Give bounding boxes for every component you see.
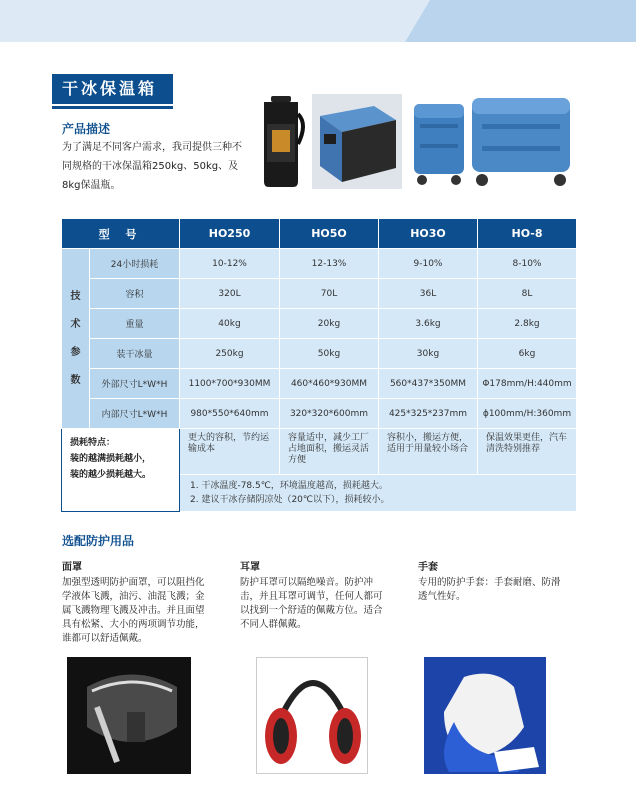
model-header: 型 号	[62, 219, 180, 249]
model-col-4: HO-8	[478, 219, 577, 249]
table-cell: 50kg	[280, 339, 379, 369]
note-line: 2. 建议干冰存储阴凉处（20℃以下），损耗较小。	[190, 495, 390, 505]
table-cell: 6kg	[478, 339, 577, 369]
earmuffs-photo	[256, 657, 368, 774]
feature-cell: 更大的容积，节约运输成本	[180, 429, 280, 475]
model-col-2: HO5O	[280, 219, 379, 249]
loss-note-title: 损耗特点：	[70, 438, 116, 448]
model-col-3: HO3O	[379, 219, 478, 249]
gear-item-text: 加强型透明防护面罩，可以阻挡化学液体飞溅，油污、油混飞溅；金属飞溅物理飞溅及冲击。并且面望具有松紧、大小的两项调节功能，谁都可以舒适佩戴。	[62, 577, 205, 644]
loss-note-line: 装的越少损耗越大。	[70, 470, 152, 480]
gear-section-title: 选配防护用品	[62, 534, 135, 548]
model-col-1: HO250	[180, 219, 280, 249]
table-cell: 3.6kg	[379, 309, 478, 339]
features-row	[62, 429, 577, 475]
table-row	[62, 309, 577, 339]
row-label: 容积	[90, 279, 180, 309]
gear-item-text: 专用的防护手套：手套耐磨、防滑透气性好。	[418, 577, 561, 602]
table-cell: 320*320*600mm	[280, 399, 379, 429]
feature-cell: 容积小，搬运方便，适用于用量较小场合	[379, 429, 478, 475]
section-title-banner	[52, 74, 173, 104]
section-title: 干冰保温箱	[62, 79, 158, 98]
table-cell: 30kg	[379, 339, 478, 369]
description-text: 为了满足不同客户需求，我司提供三种不同规格的干冰保温箱250kg、50kg、及8kg保温瓶。	[62, 142, 242, 191]
table-cell: 320L	[180, 279, 280, 309]
table-cell: 425*325*237mm	[379, 399, 478, 429]
table-row	[62, 339, 577, 369]
gear-item-name: 面罩	[62, 562, 82, 573]
row-label: 24小时损耗	[90, 249, 180, 279]
table-cell: ϕ100mm/H:360mm	[478, 399, 577, 429]
table-row	[62, 279, 577, 309]
table-cell: 20kg	[280, 309, 379, 339]
table-cell: 40kg	[180, 309, 280, 339]
table-cell: 460*460*930MM	[280, 369, 379, 399]
loss-note-line: 装的越满损耗越小，	[70, 454, 152, 464]
row-label: 装干冰量	[90, 339, 180, 369]
spec-header-row	[62, 219, 577, 249]
product-photo-flask	[252, 94, 310, 189]
table-cell: 70L	[280, 279, 379, 309]
table-row	[62, 369, 577, 399]
table-cell: Φ178mm/H:440mm	[478, 369, 577, 399]
table-cell: 36L	[379, 279, 478, 309]
feature-cell: 保温效果更佳，汽车清洗特别推荐	[478, 429, 577, 475]
spec-table	[61, 218, 577, 512]
gear-item-gloves	[418, 558, 568, 604]
table-cell: 12-13%	[280, 249, 379, 279]
table-cell: 1100*700*930MM	[180, 369, 280, 399]
description-title: 产品描述	[62, 122, 111, 136]
note-line: 1. 干冰温度-78.5℃，环境温度越高，损耗越大。	[190, 481, 388, 491]
table-cell: 10-12%	[180, 249, 280, 279]
gear-item-name: 手套	[418, 562, 438, 573]
row-label: 重量	[90, 309, 180, 339]
face-shield-photo	[67, 657, 191, 774]
notes-cell	[180, 475, 577, 512]
gear-item-earmuffs	[240, 558, 390, 632]
tech-params-group-label: 技 术 参 数	[62, 249, 90, 429]
top-decor-band	[0, 0, 636, 42]
table-cell: 9-10%	[379, 249, 478, 279]
table-cell: 250kg	[180, 339, 280, 369]
gear-item-face-shield	[62, 558, 212, 646]
table-cell: 2.8kg	[478, 309, 577, 339]
loss-note	[62, 429, 180, 512]
table-cell: 980*550*640mm	[180, 399, 280, 429]
table-row	[62, 399, 577, 429]
feature-cell: 容量适中，减少工厂占地面积，搬运灵活方便	[280, 429, 379, 475]
product-photo-box-small	[312, 94, 402, 189]
row-label: 内部尺寸L*W*H	[90, 399, 180, 429]
table-cell: 560*437*350MM	[379, 369, 478, 399]
table-cell: 8L	[478, 279, 577, 309]
product-photo-containers	[410, 94, 575, 189]
gear-item-name: 耳罩	[240, 562, 260, 573]
gear-item-text: 防护耳罩可以隔绝噪音。防护冲击，并且耳罩可调节，任何人都可以找到一个舒适的佩戴方位。适合不同人群佩戴。	[240, 577, 383, 630]
row-label: 外部尺寸L*W*H	[90, 369, 180, 399]
table-row	[62, 249, 577, 279]
gloves-photo	[424, 657, 546, 774]
table-cell: 8-10%	[478, 249, 577, 279]
